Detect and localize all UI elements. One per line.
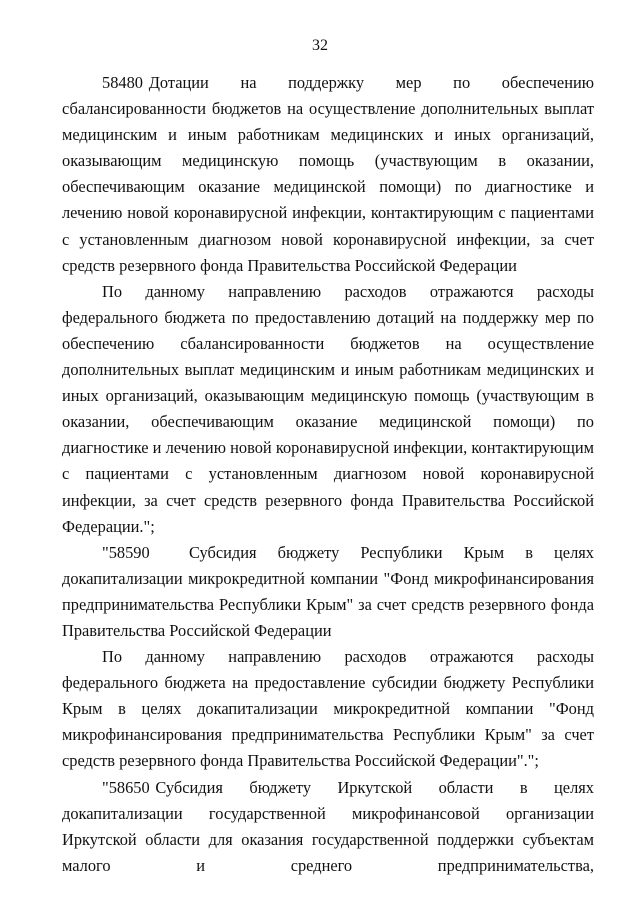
paragraph-text: По данному направлению расходов отражаются расходы федерального бюджета на предоставление субсидии бюджету Республики Крым в целях докапитализации микрокредитной компании "Фонд микрофинансирования предпринимательства Республики Крым" за счет средств резервного фонда Правительства Российской Федерации"."; (62, 647, 594, 771)
paragraph-text: Дотации на поддержку мер по обеспечению сбалансированности бюджетов на осуществление дополнительных выплат медицинским и иным работникам медицинских и иных организаций, оказывающим медицинскую помощь (участвующим в оказании, обеспечивающим оказание медицинской помощи) по диагностике и лечению новой коронавирусной инфекции, контактирующим с пациентами с установленным диагнозом новой коронавирусной инфекции, за счет средств резервного фонда Правительства Российской Федерации (62, 73, 594, 275)
expense-code: "58650 (102, 777, 150, 797)
paragraph-text: Субсидия бюджету Иркутской области в целях докапитализации государственной микрофинансовой организации Иркутской области для оказания государственной поддержки субъектам малого и среднего предпринимательства, (62, 777, 594, 875)
document-body (62, 70, 594, 879)
paragraph-text: Субсидия бюджету Республики Крым в целях докапитализации микрокредитной компании "Фонд микрофинансирования предпринимательства Республики Крым" за счет средств резервного фонда Правительства Российской Федерации (62, 542, 594, 640)
paragraph-58480-description (62, 279, 594, 540)
paragraph-58650 (62, 775, 594, 879)
expense-code: 58480 (102, 73, 143, 92)
paragraph-text: По данному направлению расходов отражаются расходы федерального бюджета по предоставлению дотаций на поддержку мер по обеспечению сбалансированности бюджетов на осуществление дополнительных выплат медицинским и иным работникам медицинских и иных организаций, оказывающим медицинскую помощь (участвующим в оказании, обеспечивающим оказание медицинской помощи) по диагностике и лечению новой коронавирусной инфекции, контактирующим с пациентами с установленным диагнозом новой коронавирусной инфекции, за счет средств резервного фонда Правительства Российской Федерации."; (62, 281, 594, 536)
paragraph-58480 (62, 70, 594, 279)
expense-code: "58590 (102, 542, 150, 562)
paragraph-58590 (62, 540, 594, 644)
paragraph-58590-description (62, 644, 594, 774)
page-number: 32 (312, 37, 328, 54)
